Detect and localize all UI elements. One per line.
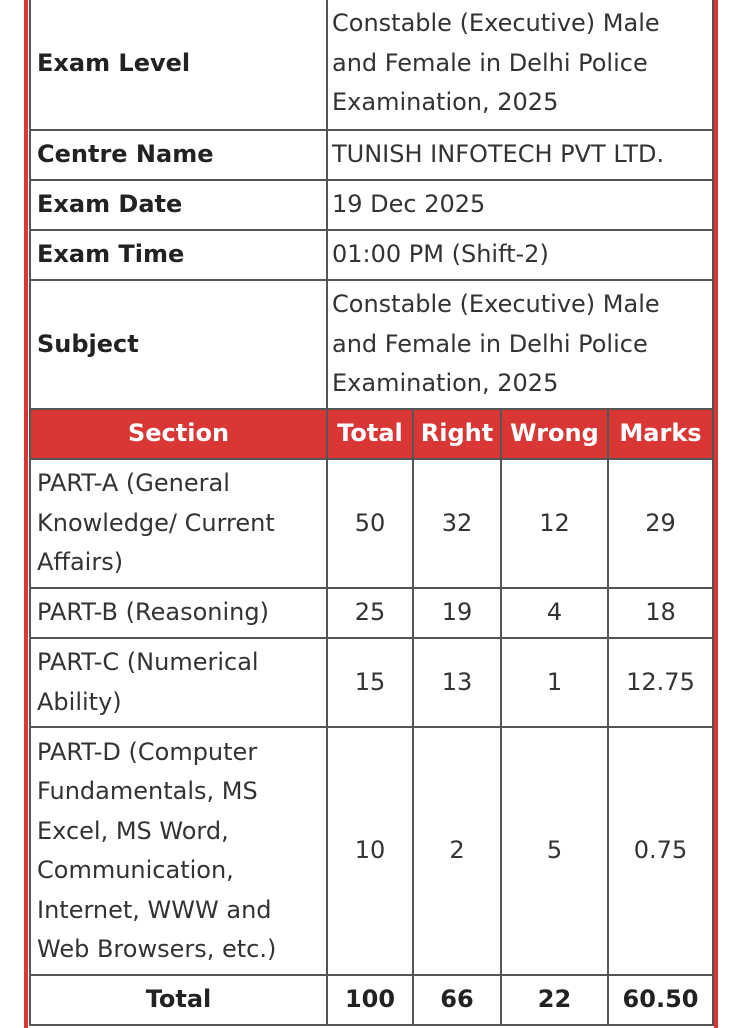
score-total-row xyxy=(30,975,713,1025)
total-value: 15 xyxy=(327,638,413,727)
header-marks: Marks xyxy=(608,409,713,459)
grand-total-value: 100 xyxy=(327,975,413,1025)
total-label: Total xyxy=(30,975,327,1025)
score-row-part-d xyxy=(30,727,713,975)
detail-row-exam-time xyxy=(30,230,713,280)
marks-value: 29 xyxy=(608,459,713,588)
total-value: 10 xyxy=(327,727,413,975)
section-name: PART-B (Reasoning) xyxy=(30,588,327,638)
section-name: PART-C (Numerical Ability) xyxy=(30,638,327,727)
detail-label: Exam Time xyxy=(30,230,327,280)
wrong-value: 1 xyxy=(501,638,608,727)
detail-value: TUNISH INFOTECH PVT LTD. xyxy=(327,130,713,180)
right-value: 13 xyxy=(413,638,501,727)
detail-label: Exam Level xyxy=(30,0,327,130)
header-section: Section xyxy=(30,409,327,459)
header-right: Right xyxy=(413,409,501,459)
detail-row-centre-name xyxy=(30,130,713,180)
detail-value: Constable (Executive) Male and Female in Delhi Police Examination, 2025 xyxy=(327,0,713,130)
marks-value: 12.75 xyxy=(608,638,713,727)
score-row-part-a xyxy=(30,459,713,588)
total-value: 25 xyxy=(327,588,413,638)
detail-value: 01:00 PM (Shift-2) xyxy=(327,230,713,280)
wrong-value: 5 xyxy=(501,727,608,975)
result-table xyxy=(29,0,714,1026)
detail-row-exam-level xyxy=(30,0,713,130)
detail-label: Centre Name xyxy=(30,130,327,180)
total-value: 50 xyxy=(327,459,413,588)
right-value: 32 xyxy=(413,459,501,588)
right-value: 19 xyxy=(413,588,501,638)
header-wrong: Wrong xyxy=(501,409,608,459)
score-header-row xyxy=(30,409,713,459)
grand-marks-value: 60.50 xyxy=(608,975,713,1025)
marks-value: 0.75 xyxy=(608,727,713,975)
header-total: Total xyxy=(327,409,413,459)
grand-wrong-value: 22 xyxy=(501,975,608,1025)
detail-value: 19 Dec 2025 xyxy=(327,180,713,230)
section-name: PART-D (Computer Fundamentals, MS Excel, MS Word, Communication, Internet, WWW and Web Browsers, etc.) xyxy=(30,727,327,975)
grand-right-value: 66 xyxy=(413,975,501,1025)
score-row-part-b xyxy=(30,588,713,638)
detail-label: Subject xyxy=(30,280,327,409)
detail-label: Exam Date xyxy=(30,180,327,230)
marks-value: 18 xyxy=(608,588,713,638)
wrong-value: 12 xyxy=(501,459,608,588)
score-row-part-c xyxy=(30,638,713,727)
detail-row-subject xyxy=(30,280,713,409)
section-name: PART-A (General Knowledge/ Current Affairs) xyxy=(30,459,327,588)
wrong-value: 4 xyxy=(501,588,608,638)
detail-value: Constable (Executive) Male and Female in Delhi Police Examination, 2025 xyxy=(327,280,713,409)
right-value: 2 xyxy=(413,727,501,975)
detail-row-exam-date xyxy=(30,180,713,230)
